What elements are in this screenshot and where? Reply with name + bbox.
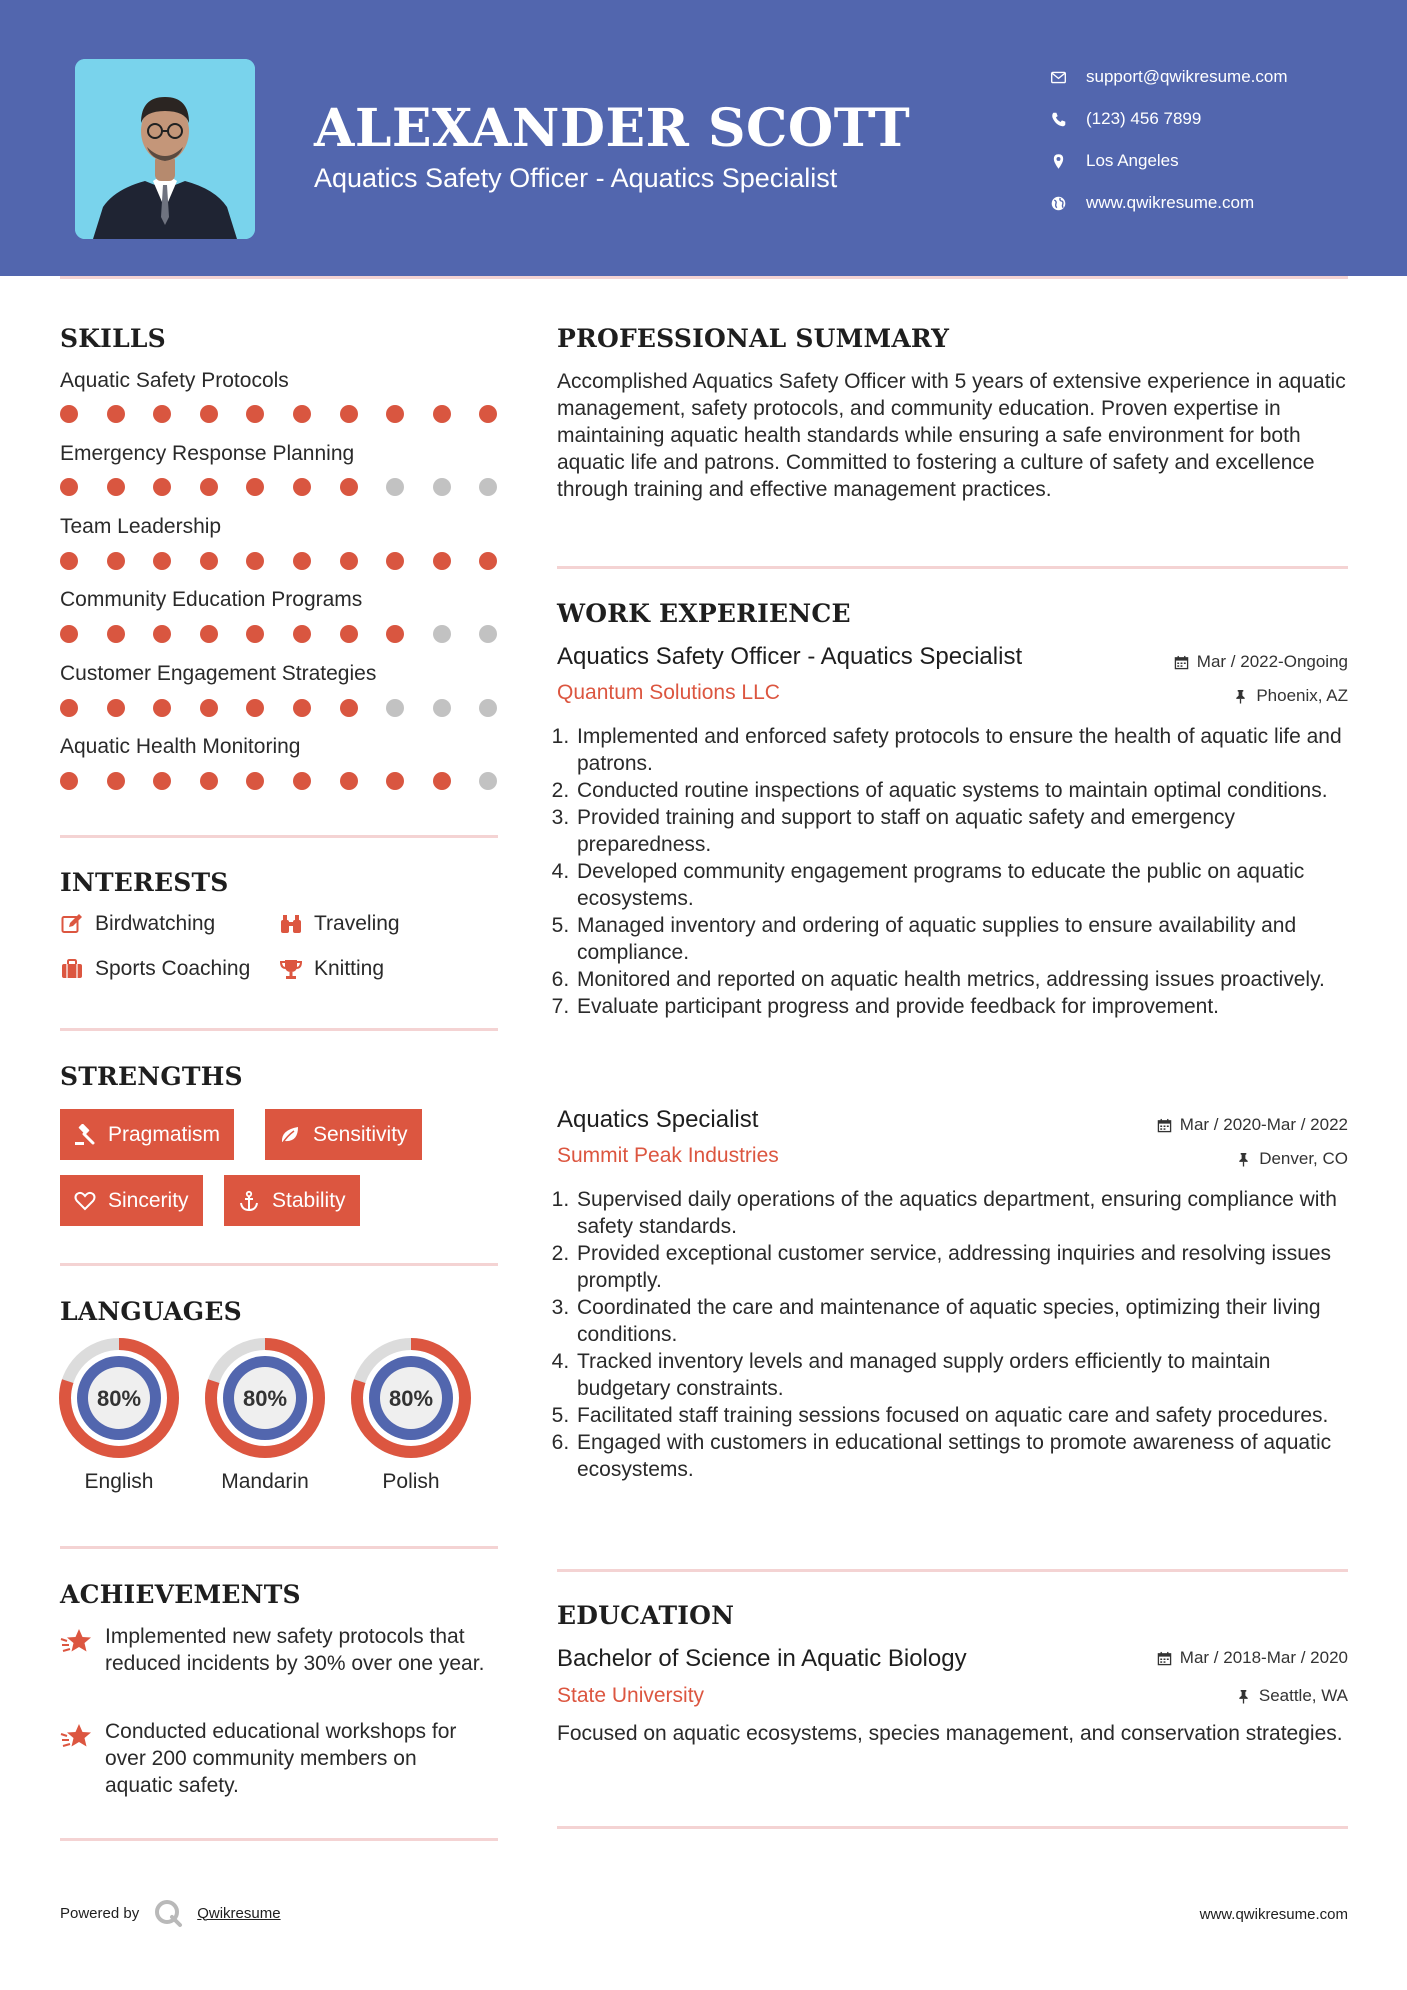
skill-dot-filled: [340, 699, 358, 717]
skill-dot-filled: [293, 699, 311, 717]
skill-rating: [60, 551, 498, 571]
section-divider: [557, 566, 1348, 569]
section-divider: [557, 1826, 1348, 1829]
skill-dot-filled: [386, 625, 404, 643]
skill-rating: [60, 624, 498, 644]
list-item: 5. Managed inventory and ordering of aquatic supplies to ensure availability and compliance.: [575, 912, 1357, 966]
experience-heading: WORK EXPERIENCE: [557, 599, 851, 628]
skill-dot-filled: [386, 552, 404, 570]
language-item: [349, 1336, 473, 1494]
language-percent-label: 80%: [242, 1386, 288, 1411]
contact-list: [1050, 56, 1380, 224]
contact-email[interactable]: [1050, 56, 1380, 98]
list-item: 6. Monitored and reported on aquatic health metrics, addressing issues proactively.: [575, 966, 1357, 993]
education-location: Seattle, WA: [1236, 1686, 1348, 1706]
degree-title: Bachelor of Science in Aquatic Biology: [557, 1645, 967, 1672]
heart-icon: [74, 1190, 96, 1212]
list-item: 2. Provided exceptional customer service, addressing inquiries and resolving issues promptly.: [575, 1240, 1357, 1294]
list-item: 4. Developed community engagement programs to educate the public on aquatic ecosystems.: [575, 858, 1357, 912]
section-divider: [60, 1028, 498, 1031]
qwikresume-logo-icon: [153, 1898, 183, 1928]
skill-dot-filled: [153, 405, 171, 423]
skill-rating: [60, 477, 498, 497]
skill-dot-filled: [479, 405, 497, 423]
language-item: [57, 1336, 181, 1494]
skill-rating: [60, 698, 498, 718]
language-item: [203, 1336, 327, 1494]
skill-dot-filled: [293, 552, 311, 570]
summary-heading: PROFESSIONAL SUMMARY: [557, 324, 950, 353]
contact-website[interactable]: [1050, 182, 1380, 224]
skill-dot-filled: [200, 772, 218, 790]
skill-dot-filled: [60, 625, 78, 643]
skill-dot-empty: [433, 478, 451, 496]
skill-dot-empty: [479, 625, 497, 643]
contact-phone-text: (123) 456 7899: [1086, 109, 1202, 128]
skill-dot-filled: [153, 699, 171, 717]
achievement-item: [60, 1718, 500, 1799]
skill-dot-filled: [340, 772, 358, 790]
interest-item: Knitting: [279, 957, 384, 981]
skill-dot-filled: [153, 625, 171, 643]
list-item: 3. Coordinated the care and maintenance of aquatic species, optimizing their living conditions.: [575, 1294, 1357, 1348]
pushpin-icon: [1233, 689, 1248, 704]
job-dates: Mar / 2022-Ongoing: [1174, 652, 1348, 672]
company-name: Quantum Solutions LLC: [557, 681, 780, 704]
leaf-icon: [279, 1124, 301, 1146]
skill-dot-filled: [293, 772, 311, 790]
skill-name: Aquatic Health Monitoring: [60, 735, 301, 758]
calendar-icon: [1157, 1118, 1172, 1133]
star-medal-icon: [60, 1627, 92, 1657]
skill-dot-filled: [433, 772, 451, 790]
skill-dot-filled: [246, 772, 264, 790]
skill-dot-filled: [340, 625, 358, 643]
skill-dot-empty: [386, 699, 404, 717]
skill-dot-filled: [200, 699, 218, 717]
skill-dot-filled: [107, 625, 125, 643]
header-divider: [60, 276, 1348, 279]
phone-icon: [1050, 111, 1067, 128]
skill-dot-filled: [293, 405, 311, 423]
skill-name: Community Education Programs: [60, 588, 363, 611]
skill-dot-filled: [107, 552, 125, 570]
language-donut: [57, 1336, 181, 1460]
strength-badge: Sensitivity: [265, 1109, 422, 1160]
footer-powered-by: Powered by Qwikresume: [60, 1898, 281, 1928]
skill-dot-filled: [246, 552, 264, 570]
list-item: 5. Facilitated staff training sessions focused on aquatic care and safety procedures.: [575, 1402, 1357, 1429]
language-name: English: [84, 1470, 154, 1493]
skill-dot-filled: [246, 625, 264, 643]
skill-dot-filled: [246, 478, 264, 496]
skill-dot-filled: [293, 478, 311, 496]
skills-heading: SKILLS: [60, 324, 166, 353]
list-item: 7. Evaluate participant progress and provide feedback for improvement.: [575, 993, 1357, 1020]
skill-rating: [60, 404, 498, 424]
skill-rating: [60, 771, 498, 791]
envelope-icon: [1050, 69, 1067, 86]
language-donut: [349, 1336, 473, 1460]
skill-dot-filled: [60, 699, 78, 717]
skill-dot-empty: [433, 699, 451, 717]
language-name: Mandarin: [221, 1470, 309, 1493]
skill-dot-filled: [340, 478, 358, 496]
skill-name: Team Leadership: [60, 515, 222, 538]
strength-badge: Pragmatism: [60, 1109, 234, 1160]
globe-icon: [1050, 195, 1067, 212]
skill-dot-filled: [340, 405, 358, 423]
skill-dot-filled: [200, 405, 218, 423]
education-dates: Mar / 2018-Mar / 2020: [1157, 1648, 1348, 1668]
list-item: 1. Implemented and enforced safety protocols to ensure the health of aquatic life and patrons.: [575, 723, 1357, 777]
skill-dot-filled: [433, 552, 451, 570]
calendar-icon: [1174, 655, 1189, 670]
section-divider: [60, 835, 498, 838]
job-responsibilities: [557, 1186, 1357, 1483]
contact-location: [1050, 140, 1380, 182]
skill-name: Customer Engagement Strategies: [60, 662, 377, 685]
footer-brand-link[interactable]: Qwikresume: [197, 1904, 281, 1922]
language-donut: [203, 1336, 327, 1460]
skill-dot-filled: [433, 405, 451, 423]
briefcase-icon: [60, 957, 84, 981]
company-name: Summit Peak Industries: [557, 1144, 779, 1167]
binoculars-icon: [279, 912, 303, 936]
skill-dot-filled: [107, 772, 125, 790]
skill-dot-filled: [246, 405, 264, 423]
list-item: 1. Supervised daily operations of the aquatics department, ensuring compliance with safety standards.: [575, 1186, 1357, 1240]
section-divider: [60, 1263, 498, 1266]
summary-text: Accomplished Aquatics Safety Officer with 5 years of extensive experience in aquatic management, safety protocols, and community education. Proven expertise in maintaining aquatic health standards while ensuring a safe environment for both aquatic life and patrons. Committed to fostering a culture of safety and excellence through training and effective management practices.: [557, 370, 1346, 501]
skill-dot-filled: [107, 699, 125, 717]
job-responsibilities: [557, 723, 1357, 1020]
list-item: 2. Conducted routine inspections of aquatic systems to maintain optimal conditions.: [575, 777, 1357, 804]
map-pin-icon: [1050, 153, 1067, 170]
strength-badge: Stability: [224, 1175, 360, 1226]
achievement-item: [60, 1623, 500, 1677]
person-portrait-icon: [75, 59, 255, 239]
skill-dot-filled: [153, 478, 171, 496]
resume-header: [0, 0, 1407, 276]
contact-phone[interactable]: [1050, 98, 1380, 140]
interest-item: Sports Coaching: [60, 957, 250, 981]
skill-dot-filled: [246, 699, 264, 717]
achievement-text: Conducted educational workshops for over 200 community members on aquatic safety.: [105, 1720, 457, 1797]
skill-dot-filled: [60, 405, 78, 423]
gavel-icon: [74, 1124, 96, 1146]
interests-heading: INTERESTS: [60, 868, 229, 897]
strength-badge: Sincerity: [60, 1175, 203, 1226]
skill-dot-empty: [386, 478, 404, 496]
pushpin-icon: [1236, 1152, 1251, 1167]
skill-dot-filled: [386, 772, 404, 790]
skill-dot-filled: [386, 405, 404, 423]
achievement-text: Implemented new safety protocols that reduced incidents by 30% over one year.: [105, 1625, 485, 1675]
skill-dot-filled: [60, 552, 78, 570]
skill-dot-filled: [153, 772, 171, 790]
strengths-heading: STRENGTHS: [60, 1062, 243, 1091]
profile-photo: [75, 59, 255, 239]
interest-item: Traveling: [279, 912, 400, 936]
job-title: Aquatics Safety Officer - Aquatics Specialist: [557, 643, 1023, 670]
language-name: Polish: [382, 1470, 440, 1493]
skill-name: Aquatic Safety Protocols: [60, 369, 289, 392]
job-dates: Mar / 2020-Mar / 2022: [1157, 1115, 1348, 1135]
contact-email-text[interactable]: support@qwikresume.com: [1086, 67, 1288, 86]
skill-dot-filled: [107, 478, 125, 496]
skill-dot-filled: [60, 772, 78, 790]
skill-dot-filled: [340, 552, 358, 570]
list-item: 4. Tracked inventory levels and managed supply orders efficiently to maintain budgetary constraints.: [575, 1348, 1357, 1402]
skill-dot-empty: [479, 478, 497, 496]
anchor-icon: [238, 1190, 260, 1212]
skill-dot-empty: [433, 625, 451, 643]
list-item: 3. Provided training and support to staff on aquatic safety and emergency preparedness.: [575, 804, 1357, 858]
section-divider: [60, 1838, 498, 1841]
skill-dot-filled: [200, 552, 218, 570]
candidate-role: Aquatics Safety Officer - Aquatics Specialist: [314, 163, 838, 193]
skill-dot-filled: [153, 552, 171, 570]
education-description: Focused on aquatic ecosystems, species management, and conservation strategies.: [557, 1722, 1343, 1745]
skill-dot-filled: [60, 478, 78, 496]
skill-name: Emergency Response Planning: [60, 442, 355, 465]
interest-item: Birdwatching: [60, 912, 215, 936]
languages-heading: LANGUAGES: [60, 1297, 242, 1326]
footer-website[interactable]: www.qwikresume.com: [1199, 1906, 1348, 1923]
calendar-icon: [1157, 1651, 1172, 1666]
achievements-heading: ACHIEVEMENTS: [60, 1580, 301, 1609]
skill-dot-empty: [479, 699, 497, 717]
list-item: 6. Engaged with customers in educational settings to promote awareness of aquatic ecosystems.: [575, 1429, 1357, 1483]
section-divider: [60, 1546, 498, 1549]
language-percent-label: 80%: [388, 1386, 434, 1411]
pencil-square-icon: [60, 912, 84, 936]
section-divider: [557, 1569, 1348, 1572]
job-title: Aquatics Specialist: [557, 1106, 759, 1133]
trophy-icon: [279, 957, 303, 981]
job-location: Denver, CO: [1236, 1149, 1348, 1169]
education-heading: EDUCATION: [557, 1601, 735, 1630]
candidate-name: ALEXANDER SCOTT: [314, 98, 911, 159]
skill-dot-filled: [479, 552, 497, 570]
job-location: Phoenix, AZ: [1233, 686, 1348, 706]
skill-dot-filled: [293, 625, 311, 643]
school-name: State University: [557, 1684, 705, 1707]
language-percent-label: 80%: [96, 1386, 142, 1411]
pushpin-icon: [1236, 1689, 1251, 1704]
star-medal-icon: [60, 1722, 92, 1752]
skill-dot-filled: [200, 625, 218, 643]
skill-dot-filled: [107, 405, 125, 423]
skill-dot-empty: [479, 772, 497, 790]
skill-dot-filled: [200, 478, 218, 496]
contact-website-text[interactable]: www.qwikresume.com: [1086, 193, 1255, 212]
contact-location-text: Los Angeles: [1086, 151, 1179, 170]
